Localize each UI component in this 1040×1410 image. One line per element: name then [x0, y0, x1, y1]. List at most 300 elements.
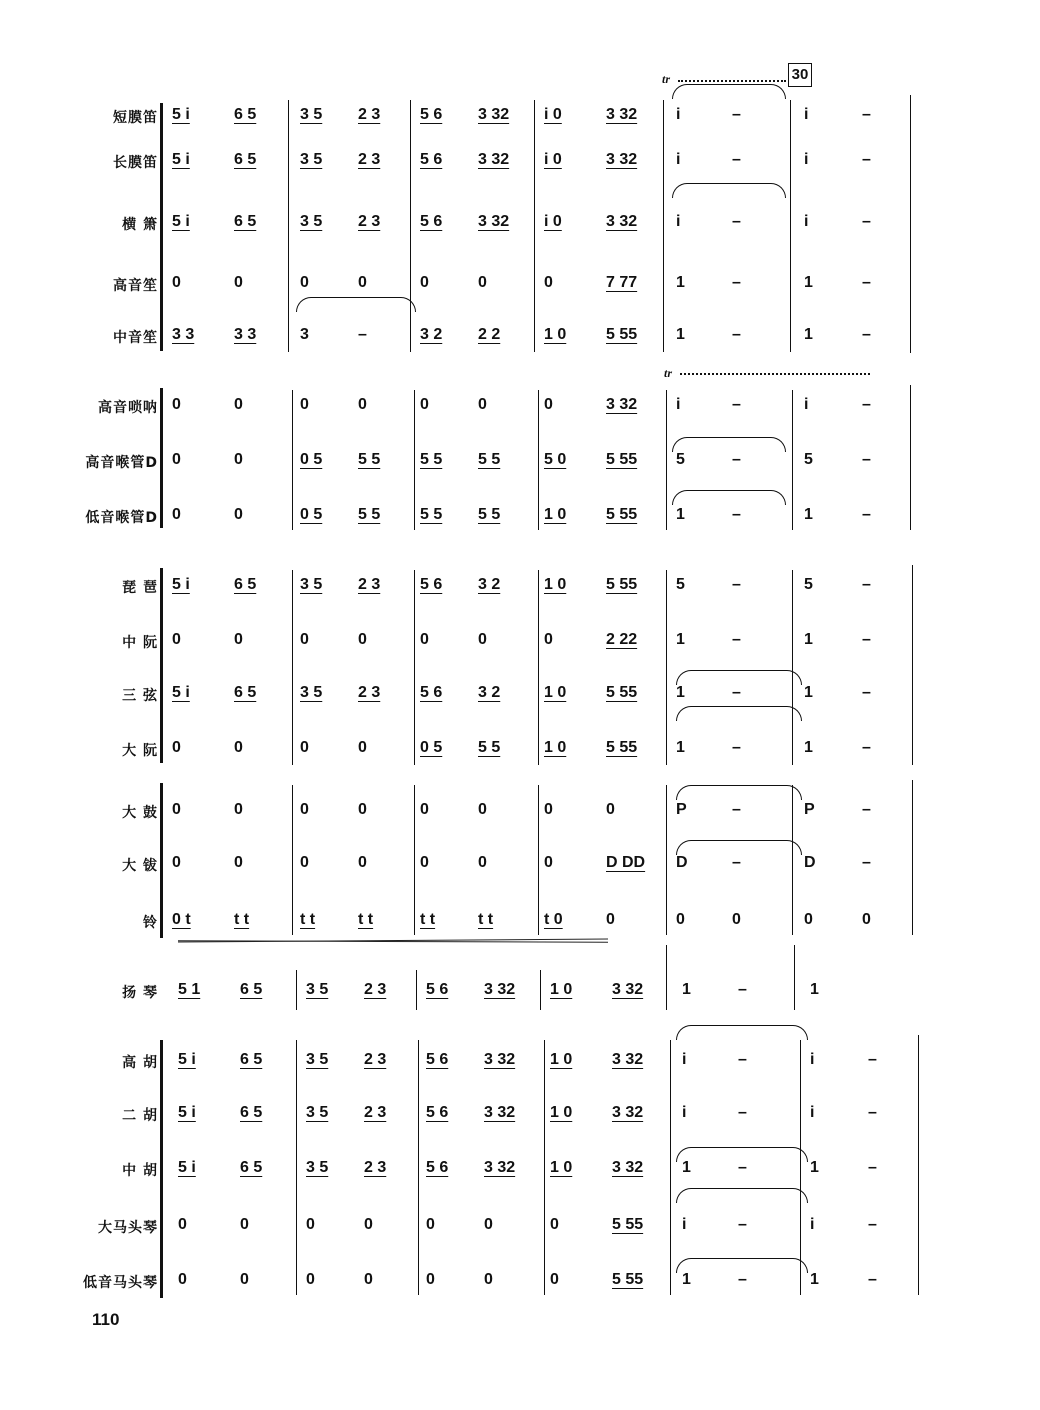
note-cell: 0 5 — [420, 739, 443, 756]
note-cell: 0 — [426, 1271, 435, 1288]
slur — [676, 670, 802, 685]
note-cell: 1 — [804, 506, 813, 523]
note-cell: – — [732, 326, 741, 343]
slur — [676, 785, 802, 800]
trill-mark-mid: tr — [664, 366, 673, 380]
note-cell: 3 32 — [484, 1104, 516, 1121]
note-cell: 0 — [172, 854, 181, 871]
note-cell: 3 32 — [484, 1051, 516, 1068]
barline — [794, 945, 795, 1010]
barline — [666, 390, 667, 530]
note-cell: 3 2 — [420, 326, 443, 343]
note-cell: – — [738, 1159, 747, 1176]
note-cell: i — [810, 1104, 815, 1121]
note-cell: 0 — [234, 631, 243, 648]
note-cell: 5 6 — [420, 213, 443, 230]
note-cell: 1 — [676, 739, 685, 756]
note-cell: 0 — [172, 396, 181, 413]
note-cell: 5 5 — [358, 506, 381, 523]
note-cell: 3 5 — [300, 576, 323, 593]
note-cell: 0 — [234, 451, 243, 468]
note-cell: 3 5 — [306, 1051, 329, 1068]
note-cell: i 0 — [544, 106, 562, 123]
slur — [672, 84, 786, 99]
note-cell: 5 i — [172, 684, 190, 701]
note-cell: 3 2 — [478, 684, 501, 701]
barline — [792, 390, 793, 530]
note-cell: 1 — [804, 684, 813, 701]
note-cell: 1 — [810, 981, 819, 998]
barline — [544, 1040, 545, 1295]
note-cell: 5 i — [172, 576, 190, 593]
note-cell: – — [738, 1271, 747, 1288]
instrument-label: 中 胡 — [122, 1163, 158, 1179]
note-cell: 2 3 — [364, 981, 387, 998]
note-cell: 2 3 — [358, 151, 381, 168]
note-cell: 5 6 — [420, 151, 443, 168]
note-cell: 0 — [178, 1216, 187, 1233]
note-cell: 5 5 — [420, 451, 443, 468]
note-cell: 2 3 — [358, 576, 381, 593]
note-cell: 0 — [426, 1216, 435, 1233]
note-cell: 0 — [358, 739, 367, 756]
note-cell: 1 — [804, 631, 813, 648]
barline — [663, 100, 664, 352]
note-cell: 5 — [804, 576, 813, 593]
note-cell: 5 5 — [478, 451, 501, 468]
note-cell: 5 6 — [426, 1159, 449, 1176]
note-cell: 0 — [300, 801, 309, 818]
instrument-label: 大 阮 — [122, 743, 158, 759]
note-cell: 3 5 — [300, 684, 323, 701]
note-cell: i — [804, 106, 809, 123]
barline — [538, 570, 539, 765]
note-cell: 0 — [172, 506, 181, 523]
note-cell: 5 55 — [606, 576, 638, 593]
note-cell: 5 55 — [612, 1271, 644, 1288]
instrument-label: 高音喉管D — [85, 455, 158, 471]
note-cell: 0 5 — [300, 451, 323, 468]
note-cell: – — [862, 274, 871, 291]
note-cell: 3 32 — [612, 1051, 644, 1068]
note-cell: 0 — [544, 396, 553, 413]
note-cell: 5 1 — [178, 981, 201, 998]
note-cell: – — [738, 1104, 747, 1121]
note-cell: 0 — [544, 854, 553, 871]
note-cell: t 0 — [544, 911, 563, 928]
note-cell: 3 5 — [300, 151, 323, 168]
note-cell: t t — [300, 911, 316, 928]
note-cell: 1 — [676, 631, 685, 648]
rehearsal-mark: 30 — [788, 63, 812, 87]
note-cell: 1 0 — [544, 326, 567, 343]
note-cell: 2 2 — [478, 326, 501, 343]
barline — [540, 970, 541, 1010]
bracket-plucked — [160, 568, 163, 763]
bracket-winds — [160, 103, 163, 351]
note-cell: 1 — [804, 326, 813, 343]
note-cell: 6 5 — [234, 576, 257, 593]
note-cell: 0 — [300, 274, 309, 291]
note-cell: – — [732, 396, 741, 413]
barline — [414, 785, 415, 935]
note-cell: 1 — [676, 274, 685, 291]
note-cell: – — [862, 451, 871, 468]
note-cell: 1 — [676, 326, 685, 343]
barline — [790, 100, 791, 352]
note-cell: P — [676, 801, 687, 818]
note-cell: 0 — [172, 739, 181, 756]
barline — [666, 785, 667, 935]
note-cell: – — [862, 106, 871, 123]
note-cell: 7 77 — [606, 274, 638, 291]
note-cell: 3 3 — [234, 326, 257, 343]
note-cell: 0 — [550, 1216, 559, 1233]
note-cell: 2 3 — [358, 213, 381, 230]
instrument-label: 横 箫 — [122, 217, 158, 233]
note-cell: – — [732, 801, 741, 818]
instrument-label: 长膜笛 — [113, 155, 158, 171]
note-cell: 5 55 — [606, 451, 638, 468]
note-cell: – — [862, 684, 871, 701]
slur — [296, 297, 416, 312]
note-cell: 1 0 — [550, 981, 573, 998]
note-cell: 2 3 — [364, 1159, 387, 1176]
note-cell: 6 5 — [234, 213, 257, 230]
note-cell: 5 55 — [606, 684, 638, 701]
note-cell: 3 2 — [478, 576, 501, 593]
barline — [292, 390, 293, 530]
note-cell: 3 32 — [478, 106, 510, 123]
note-cell: 5 55 — [606, 506, 638, 523]
instrument-label: 中音笙 — [113, 330, 158, 346]
note-cell: 5 i — [178, 1104, 196, 1121]
note-cell: 5 — [804, 451, 813, 468]
note-cell: 0 t — [172, 911, 191, 928]
note-cell: 1 — [676, 506, 685, 523]
note-cell: – — [738, 1216, 747, 1233]
note-cell: 2 3 — [358, 106, 381, 123]
note-cell: 1 — [682, 1159, 691, 1176]
instrument-label: 低音马头琴 — [83, 1275, 158, 1291]
note-cell: – — [738, 981, 747, 998]
note-cell: – — [732, 451, 741, 468]
instrument-label: 琵 琶 — [122, 580, 158, 596]
note-cell: 0 — [234, 854, 243, 871]
note-cell: 0 — [358, 801, 367, 818]
note-cell: 5 55 — [606, 739, 638, 756]
note-cell: 3 32 — [606, 106, 638, 123]
note-cell: – — [868, 1271, 877, 1288]
note-cell: 5 6 — [420, 106, 443, 123]
note-cell: 0 — [478, 274, 487, 291]
barline — [292, 785, 293, 935]
note-cell: 3 32 — [478, 213, 510, 230]
note-cell: t t — [358, 911, 374, 928]
note-cell: 0 — [300, 739, 309, 756]
note-cell: 1 — [810, 1159, 819, 1176]
note-cell: t t — [420, 911, 436, 928]
note-cell: 0 — [606, 801, 615, 818]
note-cell: 1 0 — [544, 576, 567, 593]
note-cell: 1 — [804, 739, 813, 756]
note-cell: 5 6 — [420, 684, 443, 701]
note-cell: – — [862, 213, 871, 230]
note-cell: 0 — [300, 631, 309, 648]
barline — [410, 100, 411, 352]
barline — [414, 570, 415, 765]
note-cell: 0 5 — [300, 506, 323, 523]
note-cell: 0 — [358, 396, 367, 413]
note-cell: 0 — [478, 801, 487, 818]
instrument-label: 扬 琴 — [122, 985, 158, 1001]
note-cell: – — [732, 274, 741, 291]
instrument-label: 三 弦 — [122, 688, 158, 704]
note-cell: 0 — [804, 911, 813, 928]
note-cell: 3 32 — [478, 151, 510, 168]
note-cell: t t — [478, 911, 494, 928]
note-cell: – — [862, 506, 871, 523]
barline — [910, 95, 911, 353]
note-cell: 3 5 — [306, 981, 329, 998]
note-cell: 6 5 — [240, 1159, 263, 1176]
bracket-bowed — [160, 1040, 163, 1298]
note-cell: 1 — [810, 1271, 819, 1288]
note-cell: 3 32 — [484, 981, 516, 998]
instrument-label: 大 钹 — [122, 858, 158, 874]
note-cell: 0 — [420, 396, 429, 413]
instrument-label: 大马头琴 — [98, 1220, 158, 1236]
barline — [414, 390, 415, 530]
note-cell: 0 — [300, 854, 309, 871]
note-cell: 5 — [676, 451, 685, 468]
note-cell: i — [676, 106, 681, 123]
note-cell: 0 — [306, 1216, 315, 1233]
barline — [538, 785, 539, 935]
slur — [672, 437, 786, 452]
slur — [676, 1188, 808, 1203]
note-cell: i — [676, 396, 681, 413]
note-cell: i — [810, 1216, 815, 1233]
note-cell: i — [682, 1051, 687, 1068]
barline — [912, 565, 913, 765]
note-cell: 1 0 — [544, 506, 567, 523]
note-cell: – — [732, 684, 741, 701]
instrument-label: 铃 — [143, 915, 158, 931]
note-cell: – — [862, 396, 871, 413]
note-cell: 0 — [484, 1216, 493, 1233]
note-cell: – — [732, 151, 741, 168]
note-cell: – — [732, 213, 741, 230]
note-cell: 0 — [478, 854, 487, 871]
note-cell: 5 5 — [420, 506, 443, 523]
note-cell: i 0 — [544, 151, 562, 168]
note-cell: 3 32 — [484, 1159, 516, 1176]
note-cell: 5 i — [178, 1159, 196, 1176]
note-cell: 3 32 — [612, 1104, 644, 1121]
note-cell: 0 — [172, 801, 181, 818]
note-cell: 3 32 — [612, 1159, 644, 1176]
instrument-label: 短膜笛 — [113, 110, 158, 126]
note-cell: D DD — [606, 854, 646, 871]
barline — [792, 785, 793, 935]
note-cell: 3 32 — [606, 213, 638, 230]
instrument-label: 高音笙 — [113, 278, 158, 294]
note-cell: 1 — [682, 981, 691, 998]
note-cell: 5 0 — [544, 451, 567, 468]
barline — [534, 100, 535, 352]
note-cell: 6 5 — [240, 1104, 263, 1121]
note-cell: i — [676, 213, 681, 230]
note-cell: 0 — [234, 274, 243, 291]
note-cell: 0 — [234, 801, 243, 818]
note-cell: – — [868, 1159, 877, 1176]
note-cell: – — [358, 326, 367, 343]
note-cell: 3 5 — [300, 213, 323, 230]
barline — [538, 390, 539, 530]
note-cell: i 0 — [544, 213, 562, 230]
note-cell: 6 5 — [234, 151, 257, 168]
note-cell: 1 — [676, 684, 685, 701]
note-cell: 1 0 — [544, 739, 567, 756]
note-cell: 0 — [550, 1271, 559, 1288]
note-cell: 0 — [478, 396, 487, 413]
slur — [672, 490, 786, 505]
note-cell: 3 32 — [606, 151, 638, 168]
note-cell: 6 5 — [234, 106, 257, 123]
note-cell: 2 22 — [606, 631, 638, 648]
note-cell: 3 5 — [306, 1159, 329, 1176]
note-cell: 0 — [544, 274, 553, 291]
barline — [296, 1040, 297, 1295]
note-cell: 1 — [682, 1271, 691, 1288]
note-cell: – — [862, 576, 871, 593]
note-cell: t t — [234, 911, 250, 928]
barline — [910, 385, 911, 530]
note-cell: 0 — [420, 274, 429, 291]
note-cell: – — [868, 1051, 877, 1068]
note-cell: 0 — [358, 274, 367, 291]
note-cell: 1 0 — [544, 684, 567, 701]
note-cell: 6 5 — [240, 981, 263, 998]
note-cell: – — [868, 1104, 877, 1121]
note-cell: D — [676, 854, 688, 871]
note-cell: i — [804, 151, 809, 168]
note-cell: – — [862, 326, 871, 343]
note-cell: 0 — [862, 911, 871, 928]
note-cell: 6 5 — [234, 684, 257, 701]
note-cell: P — [804, 801, 815, 818]
barline — [800, 1040, 801, 1295]
note-cell: 3 — [300, 326, 309, 343]
instrument-label: 高 胡 — [122, 1055, 158, 1071]
note-cell: i — [804, 213, 809, 230]
note-cell: 3 5 — [306, 1104, 329, 1121]
note-cell: 0 — [234, 739, 243, 756]
note-cell: 5 5 — [478, 739, 501, 756]
note-cell: 6 5 — [240, 1051, 263, 1068]
note-cell: – — [732, 631, 741, 648]
note-cell: – — [732, 576, 741, 593]
note-cell: 5 5 — [478, 506, 501, 523]
bracket-percussion — [160, 783, 163, 938]
barline — [912, 780, 913, 935]
barline — [670, 1040, 671, 1295]
note-cell: 3 32 — [612, 981, 644, 998]
barline — [418, 1040, 419, 1295]
note-cell: D — [804, 854, 816, 871]
barline — [918, 1035, 919, 1295]
note-cell: i — [804, 396, 809, 413]
note-cell: 5 i — [178, 1051, 196, 1068]
slur — [672, 183, 786, 198]
note-cell: 5 i — [172, 151, 190, 168]
barline — [296, 970, 297, 1010]
note-cell: 0 — [484, 1271, 493, 1288]
note-cell: 1 — [804, 274, 813, 291]
note-cell: 0 — [300, 396, 309, 413]
instrument-label: 二 胡 — [122, 1108, 158, 1124]
note-cell: 5 6 — [426, 981, 449, 998]
note-cell: 0 — [234, 396, 243, 413]
note-cell: 5 5 — [358, 451, 381, 468]
note-cell: i — [682, 1216, 687, 1233]
barline — [666, 570, 667, 765]
note-cell: 5 — [676, 576, 685, 593]
note-cell: 0 — [544, 801, 553, 818]
note-cell: 0 — [364, 1271, 373, 1288]
note-cell: 0 — [544, 631, 553, 648]
note-cell: 3 3 — [172, 326, 195, 343]
note-cell: 0 — [420, 854, 429, 871]
note-cell: – — [862, 739, 871, 756]
note-cell: – — [868, 1216, 877, 1233]
barline — [416, 970, 417, 1010]
instrument-label: 高音唢呐 — [98, 400, 158, 416]
note-cell: 0 — [178, 1271, 187, 1288]
note-cell: 3 5 — [300, 106, 323, 123]
slur — [676, 1025, 808, 1040]
note-cell: 1 0 — [550, 1159, 573, 1176]
trill-line-mid — [680, 373, 870, 375]
note-cell: 0 — [420, 801, 429, 818]
note-cell: i — [682, 1104, 687, 1121]
note-cell: 0 — [478, 631, 487, 648]
instrument-label: 大 鼓 — [122, 805, 158, 821]
note-cell: – — [862, 151, 871, 168]
note-cell: 5 6 — [426, 1051, 449, 1068]
page-number: 110 — [92, 1310, 120, 1329]
note-cell: 0 — [306, 1271, 315, 1288]
note-cell: i — [810, 1051, 815, 1068]
note-cell: 1 0 — [550, 1051, 573, 1068]
note-cell: 0 — [240, 1271, 249, 1288]
note-cell: 5 55 — [606, 326, 638, 343]
note-cell: 5 i — [172, 213, 190, 230]
barline — [292, 570, 293, 765]
note-cell: – — [732, 854, 741, 871]
note-cell: 3 32 — [606, 396, 638, 413]
note-cell: – — [862, 854, 871, 871]
note-cell: 5 55 — [612, 1216, 644, 1233]
note-cell: i — [676, 151, 681, 168]
note-cell: 5 6 — [426, 1104, 449, 1121]
barline — [288, 100, 289, 352]
instrument-label: 低音喉管D — [85, 510, 158, 526]
note-cell: 5 6 — [420, 576, 443, 593]
note-cell: 0 — [172, 451, 181, 468]
note-cell: 2 3 — [364, 1104, 387, 1121]
